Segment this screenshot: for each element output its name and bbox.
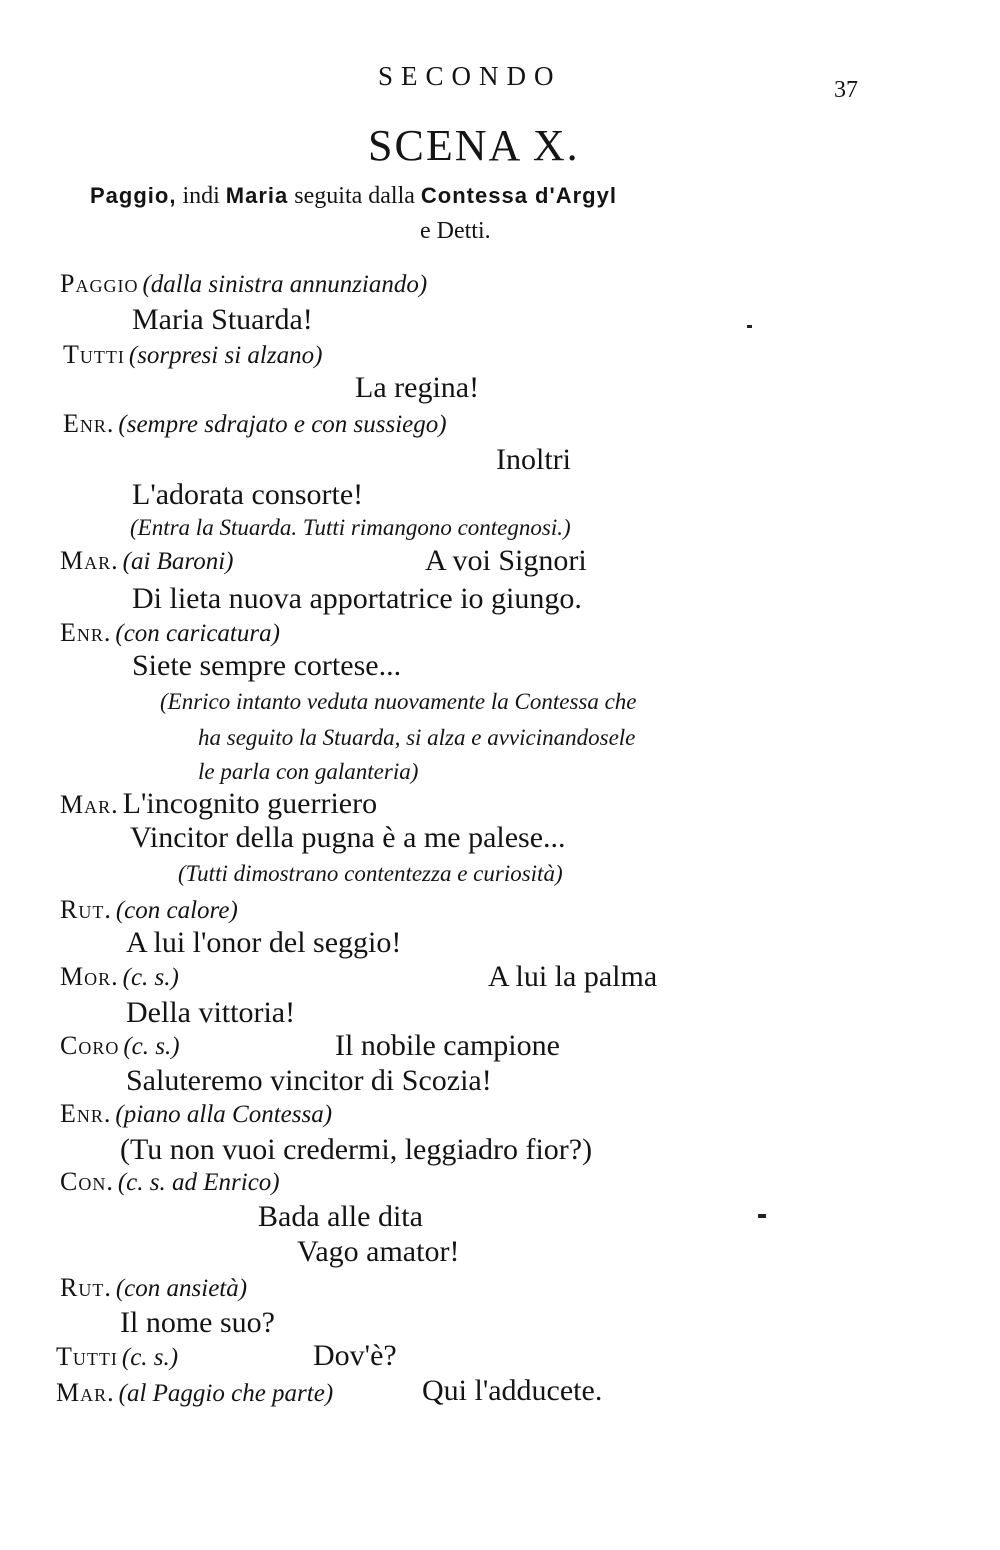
verse-line: L'incognito guerriero — [122, 787, 378, 820]
stage-direction: le parla con galanteria) — [198, 759, 419, 784]
verse-line: Maria Stuarda! — [132, 303, 313, 336]
stage-direction: (c. s.) — [122, 964, 179, 991]
stage-direction: (con calore) — [115, 897, 238, 924]
verse-line: Qui l'adducete. — [422, 1374, 603, 1407]
verse-line: Siete sempre cortese... — [132, 649, 402, 682]
speaker-name: Enr. — [60, 618, 112, 647]
stage-direction: (Enrico intanto veduta nuovamente la Contessa che — [160, 689, 637, 714]
speaker-name: Con. — [60, 1167, 114, 1196]
verse-line: Vincitor della pugna è a me palese... — [130, 821, 566, 854]
speaker-name: Mar. — [56, 1378, 115, 1407]
stage-direction: (c. s.) — [123, 1033, 180, 1060]
speech-heading — [60, 1169, 280, 1195]
speech-heading — [60, 964, 179, 990]
speaker-name: Tutti — [56, 1342, 118, 1371]
speaker-name: Tutti — [63, 340, 125, 369]
running-head: SECONDO — [378, 61, 562, 91]
ink-mark — [758, 1214, 766, 1218]
stage-direction: (Tutti dimostrano contentezza e curiosità) — [178, 861, 563, 886]
scene-title: SCENA X. — [368, 121, 580, 170]
stage-direction: (con caricatura) — [115, 620, 280, 647]
speech-heading — [60, 1275, 247, 1301]
speaker-name: Rut. — [60, 895, 112, 924]
stage-direction: (sempre sdrajato e con sussiego) — [118, 411, 447, 438]
speech-heading — [60, 271, 427, 297]
speaker-name: Rut. — [60, 1273, 112, 1302]
cast-text-indi: indi — [176, 183, 226, 209]
verse-line: A voi Signori — [425, 544, 587, 577]
speech-heading — [63, 411, 447, 437]
speaker-name: Paggio — [60, 269, 139, 298]
stage-direction: (Entra la Stuarda. Tutti rimangono contegnosi.) — [130, 515, 571, 540]
speaker-name: Enr. — [60, 1099, 112, 1128]
verse-line: A lui la palma — [488, 960, 658, 993]
cast-name-paggio: Paggio, — [90, 183, 177, 208]
stage-direction: (c. s.) — [121, 1344, 179, 1371]
speech-heading — [56, 1380, 333, 1406]
verse-line: Inoltri — [496, 443, 571, 476]
stage-direction: (sorpresi si alzano) — [128, 342, 323, 369]
cast-line-2: e Detti. — [420, 218, 491, 244]
verse-line: Il nobile campione — [335, 1029, 560, 1062]
ink-mark — [747, 325, 752, 328]
speaker-name: Coro — [60, 1031, 120, 1060]
verse-line: Bada alle dita — [258, 1200, 423, 1233]
cast-name-contessa: Contessa d'Argyl — [420, 183, 617, 208]
speaker-name: Mor. — [60, 962, 119, 991]
verse-line: Della vittoria! — [126, 996, 296, 1029]
speech-heading — [60, 897, 238, 923]
cast-name-maria: Maria — [225, 183, 289, 208]
speech-heading — [60, 620, 280, 646]
speech-heading — [60, 1033, 180, 1059]
verse-line: Dov'è? — [313, 1339, 397, 1372]
stage-direction: (c. s. ad Enrico) — [117, 1169, 280, 1196]
stage-direction: (dalla sinistra annunziando) — [142, 271, 428, 298]
speech-heading — [63, 342, 322, 368]
verse-line: La regina! — [355, 371, 480, 404]
verse-line: Di lieta nuova apportatrice io giungo. — [132, 582, 582, 615]
stage-direction: ha seguito la Stuarda, si alza e avvicinandosele — [198, 725, 636, 750]
stage-direction: (con ansietà) — [115, 1275, 248, 1302]
verse-line: Vago amator! — [297, 1235, 460, 1268]
cast-line — [90, 184, 617, 208]
speech-heading — [60, 1101, 332, 1127]
page-number: 37 — [834, 77, 858, 103]
verse-line: Saluteremo vincitor di Scozia! — [126, 1064, 492, 1097]
stage-direction: (al Paggio che parte) — [118, 1380, 334, 1407]
verse-line: Il nome suo? — [120, 1306, 275, 1339]
speaker-name: Mar. — [60, 546, 119, 575]
verse-line: L'adorata consorte! — [132, 478, 364, 511]
speech-heading — [60, 789, 377, 819]
speech-heading — [56, 1344, 178, 1370]
cast-text-seguita: seguita dalla — [288, 183, 421, 209]
speaker-name: Mar. — [60, 790, 119, 819]
speech-heading — [60, 548, 234, 574]
stage-direction: (piano alla Contessa) — [115, 1101, 333, 1128]
verse-line: A lui l'onor del seggio! — [126, 926, 402, 959]
verse-line: (Tu non vuoi credermi, leggiadro fior?) — [120, 1133, 593, 1166]
stage-direction: (ai Baroni) — [122, 548, 234, 575]
speaker-name: Enr. — [63, 409, 115, 438]
